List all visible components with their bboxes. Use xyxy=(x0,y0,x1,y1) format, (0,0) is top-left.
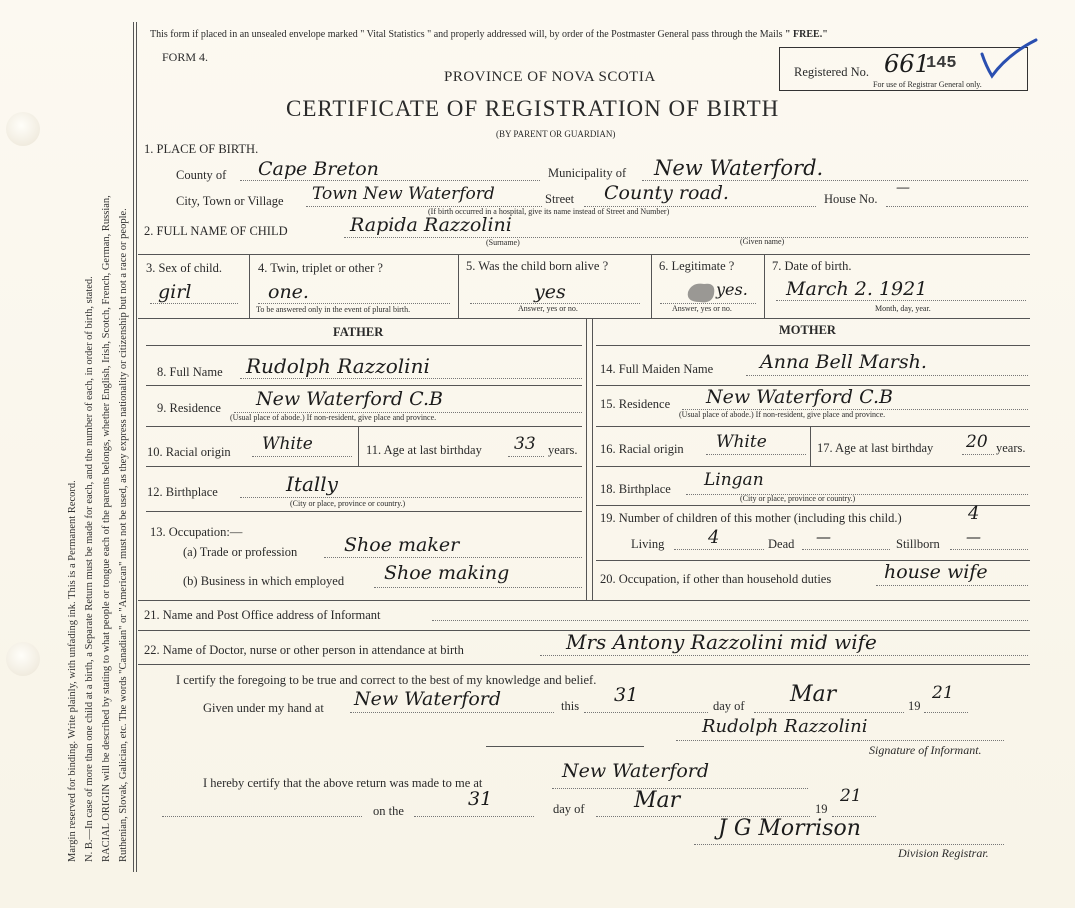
legitimate-note: Answer, yes or no. xyxy=(672,304,732,313)
father-race-label: 10. Racial origin xyxy=(147,445,231,459)
margin-border-inner xyxy=(136,22,137,872)
father-race-value: White xyxy=(262,434,313,454)
alive-note: Answer, yes or no. xyxy=(518,304,578,313)
registrar-signature-label: Division Registrar. xyxy=(898,846,989,860)
living-value: 4 xyxy=(708,527,720,548)
twin-note: To be answered only in the event of plural birth. xyxy=(256,305,411,314)
mother-residence-value: New Waterford C.B xyxy=(706,386,893,408)
father-business-label: (b) Business in which employed xyxy=(183,574,345,588)
registrar-certify-text: I hereby certify that the above return was made to me at xyxy=(203,776,483,790)
registrar-day-value: 31 xyxy=(468,788,493,810)
father-residence-label: 9. Residence xyxy=(157,401,221,415)
twin-value: one. xyxy=(268,281,309,303)
child-name-label: 2. FULL NAME OF CHILD xyxy=(144,224,288,238)
ink-blot-icon xyxy=(682,278,722,306)
given-month-value: Mar xyxy=(790,682,837,707)
page-subtitle: (BY PARENT OR GUARDIAN) xyxy=(496,129,616,139)
city-value: Town New Waterford xyxy=(312,184,495,204)
father-occupation-label: 13. Occupation:— xyxy=(150,525,243,539)
father-trade-value: Shoe maker xyxy=(344,534,460,556)
father-birthplace-note: (City or place, province or country.) xyxy=(290,499,406,508)
father-business-value: Shoe making xyxy=(384,562,510,584)
sex-label: 3. Sex of child. xyxy=(146,261,223,275)
on-the-label: on the xyxy=(373,804,404,818)
father-trade-label: (a) Trade or profession xyxy=(183,545,298,559)
mother-heading: MOTHER xyxy=(779,323,836,337)
given-day-value: 31 xyxy=(614,684,639,706)
father-birthplace-value: Itally xyxy=(286,472,338,496)
father-birthplace-label: 12. Birthplace xyxy=(147,485,218,499)
child-name-value: Rapida Razzolini xyxy=(350,214,512,236)
binding-hole-bottom xyxy=(6,642,40,676)
margin-note-4: Ruthenian, Slovak, Galician, etc. The words "Canadian" or "American" must not be used, as they express nationality or citizenship but not a race or people. xyxy=(118,208,129,862)
father-residence-value: New Waterford C.B xyxy=(256,388,443,410)
father-age-label: 11. Age at last birthday xyxy=(366,443,482,457)
day-of-label-1: day of xyxy=(713,699,745,713)
father-residence-note: (Usual place of abode.) If non-resident, give place and province. xyxy=(230,413,437,422)
registered-number-stamp: 145 xyxy=(926,54,957,73)
informant-signature-label: Signature of Informant. xyxy=(869,743,982,757)
binding-hole-top xyxy=(6,112,40,146)
mother-occupation-value: house wife xyxy=(884,561,988,583)
postal-note: This form if placed in an unsealed envelope marked " Vital Statistics " and properly addressed will, by order of the Postmaster General pass through the Mails " FREE." xyxy=(150,29,828,40)
doctor-value: Mrs Antony Razzolini mid wife xyxy=(566,630,877,654)
margin-note-2: N. B.—In case of more than one child at a birth, a Separate Return must be made for each, and the number of each, in order of birth, stated. xyxy=(84,276,95,862)
mother-race-label: 16. Racial origin xyxy=(600,442,684,456)
mother-birthplace-label: 18. Birthplace xyxy=(600,482,671,496)
mother-residence-note: (Usual place of abode.) If non-resident, give place and province. xyxy=(679,410,886,419)
birth-date-value: March 2. 1921 xyxy=(786,278,928,300)
registered-number-hand: 661 xyxy=(884,50,930,78)
birth-date-label: 7. Date of birth. xyxy=(772,259,852,273)
city-label: City, Town or Village xyxy=(176,194,284,208)
father-name-value: Rudolph Razzolini xyxy=(246,354,430,378)
father-age-years: years. xyxy=(548,443,578,457)
margin-border xyxy=(133,22,134,872)
province-heading: PROVINCE OF NOVA SCOTIA xyxy=(444,69,656,85)
house-value: — xyxy=(896,180,910,196)
registered-label: Registered No. xyxy=(794,65,869,79)
mother-birthplace-note: (City or place, province or country.) xyxy=(740,494,856,503)
mother-residence-label: 15. Residence xyxy=(600,397,671,411)
dead-label: Dead xyxy=(768,537,795,551)
place-of-birth-label: 1. PLACE OF BIRTH. xyxy=(144,142,259,156)
municipality-value: New Waterford. xyxy=(654,156,824,180)
birth-date-note: Month, day, year. xyxy=(875,304,931,313)
legitimate-value: yes. xyxy=(716,280,748,299)
alive-label: 5. Was the child born alive ? xyxy=(466,259,609,273)
page-title: CERTIFICATE OF REGISTRATION OF BIRTH xyxy=(286,96,780,121)
this-label: this xyxy=(561,699,580,713)
sex-value: girl xyxy=(158,281,192,303)
given-under-label: Given under my hand at xyxy=(203,701,324,715)
mother-name-value: Anna Bell Marsh. xyxy=(760,351,927,373)
registrar-use-note: For use of Registrar General only. xyxy=(873,80,982,89)
mother-children-label: 19. Number of children of this mother (including this child.) xyxy=(600,511,902,525)
municipality-label: Municipality of xyxy=(548,166,627,180)
mother-children-value: 4 xyxy=(968,503,980,524)
mother-name-label: 14. Full Maiden Name xyxy=(600,362,714,376)
informant-signature: Rudolph Razzolini xyxy=(702,716,868,737)
year-prefix-2: 19 xyxy=(815,802,828,816)
father-name-label: 8. Full Name xyxy=(157,365,223,379)
day-of-label-2: day of xyxy=(553,802,585,816)
registrar-signature: J G Morrison xyxy=(718,816,861,841)
legitimate-label: 6. Legitimate ? xyxy=(659,259,735,273)
given-year-value: 21 xyxy=(932,683,954,703)
margin-note-1: Margin reserved for binding. Write plainly, with unfading ink. This is a Permanent Record. xyxy=(67,480,78,862)
form-number: FORM 4. xyxy=(162,50,209,64)
certify-informant-text: I certify the foregoing to be true and correct to the best of my knowledge and belief. xyxy=(176,673,597,687)
father-age-value: 33 xyxy=(514,434,536,454)
registrar-month-value: Mar xyxy=(634,788,681,813)
hospital-note: (If birth occurred in a hospital, give its name instead of Street and Number) xyxy=(428,207,670,216)
mother-occupation-label: 20. Occupation, if other than household duties xyxy=(600,572,832,586)
check-mark-icon xyxy=(978,36,1040,82)
given-place-value: New Waterford xyxy=(354,688,502,710)
year-prefix-1: 19 xyxy=(908,699,921,713)
registrar-place-value: New Waterford xyxy=(562,760,710,782)
registrar-year-value: 21 xyxy=(840,786,862,806)
street-label: Street xyxy=(545,192,575,206)
mother-age-years: years. xyxy=(996,441,1026,455)
mother-age-value: 20 xyxy=(966,432,988,452)
stillborn-label: Stillborn xyxy=(896,537,940,551)
living-label: Living xyxy=(631,537,665,551)
mother-race-value: White xyxy=(716,432,767,452)
surname-note: (Surname) xyxy=(486,238,520,247)
doctor-label: 22. Name of Doctor, nurse or other person in attendance at birth xyxy=(144,643,464,657)
stillborn-value: — xyxy=(966,528,981,546)
county-label: County of xyxy=(176,168,227,182)
margin-note-3: RACIAL ORIGIN will be described by stating to what people or tongue each of the parents belongs, whether English, Irish, Scotch, French, German, Russian, xyxy=(101,195,112,862)
county-value: Cape Breton xyxy=(258,158,379,180)
mother-age-label: 17. Age at last birthday xyxy=(817,441,934,455)
given-name-note: (Given name) xyxy=(740,237,785,246)
alive-value: yes xyxy=(534,281,566,303)
house-label: House No. xyxy=(824,192,878,206)
informant-label: 21. Name and Post Office address of Informant xyxy=(144,608,381,622)
street-value: County road. xyxy=(604,182,729,204)
dead-value: — xyxy=(816,528,831,546)
twin-label: 4. Twin, triplet or other ? xyxy=(258,261,383,275)
mother-birthplace-value: Lingan xyxy=(704,470,764,490)
father-heading: FATHER xyxy=(333,325,384,339)
